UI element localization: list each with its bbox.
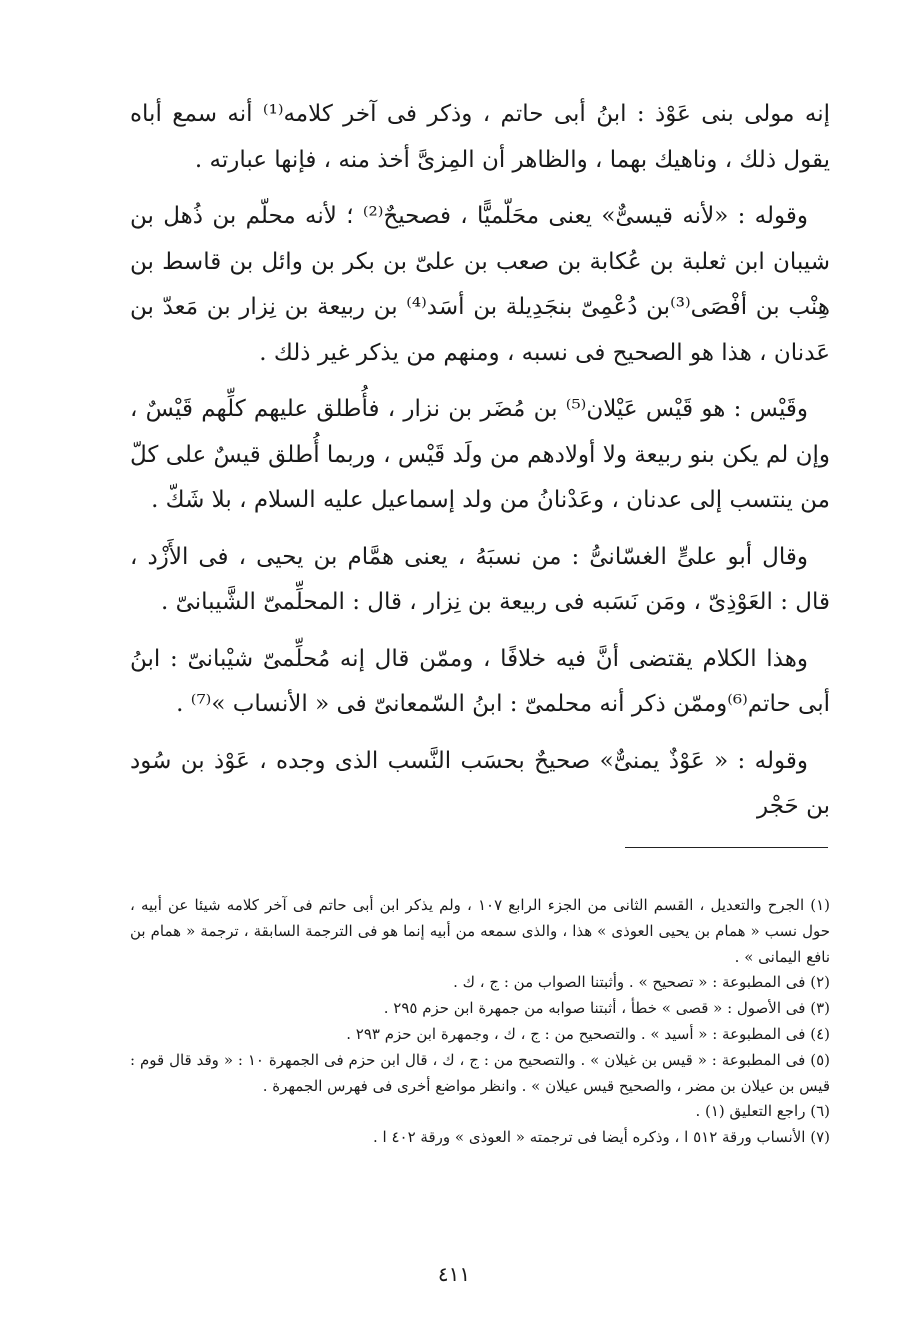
footnote-4: (٤) فى المطبوعة : « أسيد » . والتصحيح من : ج ، ك ، وجمهرة ابن حزم ٢٩٣ . xyxy=(346,1024,830,1043)
main-text xyxy=(130,92,830,841)
paragraph-5: وهذا الكلام يقتضى أنَّ فيه خلافًا ، وممّن قال إنه مُحلِّمىّ شيْبانىّ : ابنُ أبى حاتم⁽⁶⁾وممّن ذكر أنه محلمىّ : ابنُ السّمعانىّ فى « الأنساب »⁽⁷⁾ . xyxy=(130,645,830,717)
paragraph-2: وقوله : «لأنه قيسىٌّ» يعنى محَلّميًّا ، فصحيحٌ⁽²⁾ ؛ لأنه محلّم بن ذُهل بن شيبان ابن ثعلبة بن عُكابة بن صعب بن علىّ بن بكر بن وائل بن قاسط بن هِنْب بن أفْصَى⁽³⁾بن دُعْمِىّ بنجَدِيلة بن أسَد⁽⁴⁾ بن ربيعة بن نِزار بن مَعدّ بن عَدنان ، هذا هو الصحيح فى نسبه ، ومنهم من يذكر غير ذلك . xyxy=(130,203,830,366)
footnote-3: (٣) فى الأصول : « قصى » خطأ ، أثبتنا صوابه من جمهرة ابن حزم ٢٩٥ . xyxy=(383,999,830,1018)
page-number: ٤١١ xyxy=(437,1262,471,1286)
footnote-5: (٥) فى المطبوعة : « قيس بن غيلان » . والتصحيح من : ج ، ك ، قال ابن حزم فى الجمهرة ١٠ : « وقد قال قوم : قيس بن عيلان بن مضر ، والصحيح قيس عيلان » . وانظر مواضع أخرى فى فهرس الجمهرة . xyxy=(130,1050,831,1095)
footnotes xyxy=(130,893,830,1151)
paragraph-1: إنه مولى بنى عَوْذ : ابنُ أبى حاتم ، وذكر فى آخر كلامه⁽¹⁾ أنه سمع أباه يقول ذلك ، وناهيك بهما ، والظاهر أن المِزىَّ أخذ منه ، فإنها عبارته . xyxy=(130,101,831,173)
paragraph-6: وقوله : « عَوْذٌ يمنىٌّ» صحيحٌ بحسَب النَّسب الذى وجده ، عَوْذ بن سُود بن حَجْر xyxy=(130,747,830,819)
paragraph-3: وقَيْس : هو قَيْس عَيْلان⁽⁵⁾ بن مُضَر بن نزار ، فأُطلق عليهم كلِّهم قَيْسٌ ، وإن لم يكن بنو ربيعة ولا أولادهم من ولَد قَيْس ، وربما أُطلق قيسٌ على كلّ من ينتسب إلى عدنان ، وعَدْنانُ من ولد إسماعيل عليه السلام ، بلا شَكّ . xyxy=(130,396,830,513)
footnote-7: (٧) الأنساب ورقة ٥١٢ ا ، وذكره أيضا فى ترجمته « العوذى » ورقة ٤٠٢ ا . xyxy=(373,1128,830,1147)
footnote-1: (١) الجرح والتعديل ، القسم الثانى من الجزء الرابع ١٠٧ ، ولم يذكر ابن أبى حاتم فى آخر كلامه شيئا عن أبيه ، حول نسب « همام بن يحيى العوذى » هذا ، والذى سمعه من أبيه إنما هو فى الترجمة السابقة ، ترجمة « همام بن نافع اليمانى » . xyxy=(130,896,830,966)
footnote-divider xyxy=(625,847,828,848)
footnote-6: (٦) راجع التعليق (١) . xyxy=(695,1102,830,1121)
footnote-2: (٢) فى المطبوعة : « تصحيح » . وأثبتنا الصواب من : ج ، ك . xyxy=(453,973,830,992)
paragraph-4: وقال أبو علىٍّ الغسّانىُّ : من نسبَهُ ، يعنى همَّام بن يحيى ، فى الأَزْد ، قال : العَوْذِىّ ، ومَن نَسَبه فى ربيعة بن نِزار ، قال : المحلِّمىّ الشَّيبانىّ . xyxy=(130,543,830,615)
